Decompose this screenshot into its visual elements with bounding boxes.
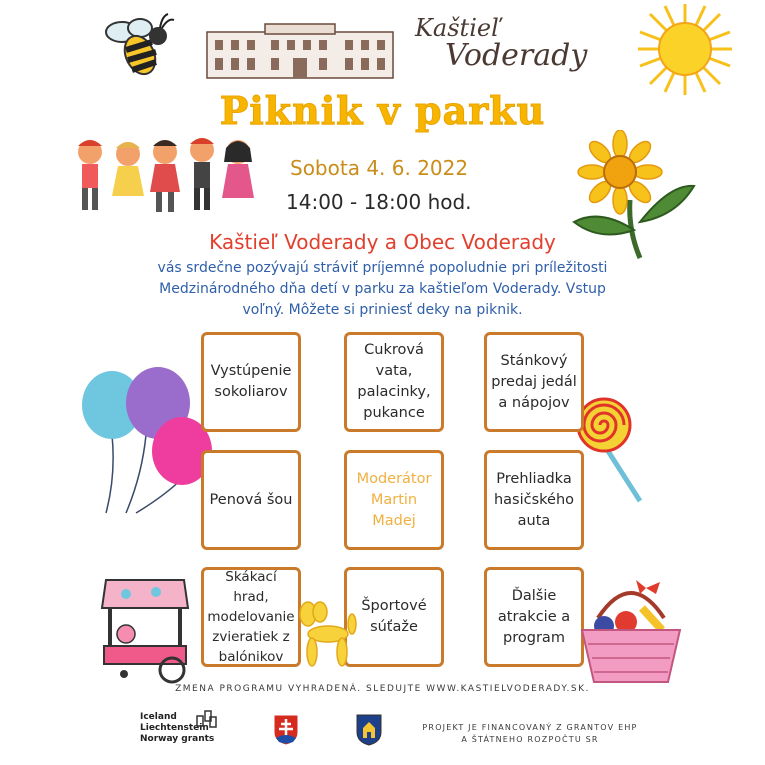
program-box-6: Prehliadka hasičského auta — [484, 450, 584, 550]
picnic-basket-illustration — [576, 578, 686, 688]
kids-illustration — [70, 132, 260, 220]
voderady-coat-of-arms-icon — [356, 714, 382, 746]
logo-line-1: Kaštieľ — [415, 14, 501, 42]
candy-cart-illustration — [96, 574, 196, 684]
invitation-text: vás srdečne pozývajú stráviť príjemné popoludnie pri príležitosti Medzinárodného dňa detí v parku za kaštieľom Voderady. Vstup voľný. Môžete si priniesť deky na piknik. — [157, 260, 608, 318]
balloon-dog-illustration — [290, 600, 360, 670]
bee-illustration — [100, 10, 180, 80]
event-time: 14:00 - 18:00 hod. — [286, 190, 472, 214]
lollipop-illustration — [576, 395, 646, 505]
program-box-2: Cukrová vata, palacinky, pukance — [344, 332, 444, 432]
eea-grants-symbol — [196, 710, 218, 728]
eea-line-2: Liechtenstein — [140, 723, 209, 733]
eea-line-3: Norway grants — [140, 734, 215, 744]
event-date: Sobota 4. 6. 2022 — [290, 156, 469, 180]
program-box-1: Vystúpenie sokoliarov — [201, 332, 301, 432]
program-box-7: Skákací hrad, modelovanie zvieratiek z balónikov — [201, 567, 301, 667]
program-change-notice: ZMENA PROGRAMU VYHRADENÁ. SLEDUJTE WWW.KASTIELVODERADY.SK. — [175, 684, 590, 694]
manor-house-illustration — [205, 22, 395, 80]
slovak-coat-of-arms-icon — [273, 714, 299, 746]
organizers-heading: Kaštieľ Voderady a Obec Voderady — [209, 230, 556, 254]
logo-line-2: Voderady — [445, 38, 588, 73]
program-box-8: Športové súťaže — [344, 567, 444, 667]
eea-line-1: Iceland — [140, 712, 177, 722]
program-box-3: Stánkový predaj jedál a nápojov — [484, 332, 584, 432]
program-box-5: Moderátor Martin Madej — [344, 450, 444, 550]
program-box-4: Penová šou — [201, 450, 301, 550]
sun-illustration — [630, 2, 740, 97]
program-box-9: Ďalšie atrakcie a program — [484, 567, 584, 667]
kastiel-voderady-logo — [415, 14, 587, 73]
event-title: Piknik v parku — [219, 88, 546, 133]
funding-note: PROJEKT JE FINANCOVANÝ Z GRANTOV EHP A ŠTÁTNEHO ROZPOČTU SR — [422, 723, 638, 744]
